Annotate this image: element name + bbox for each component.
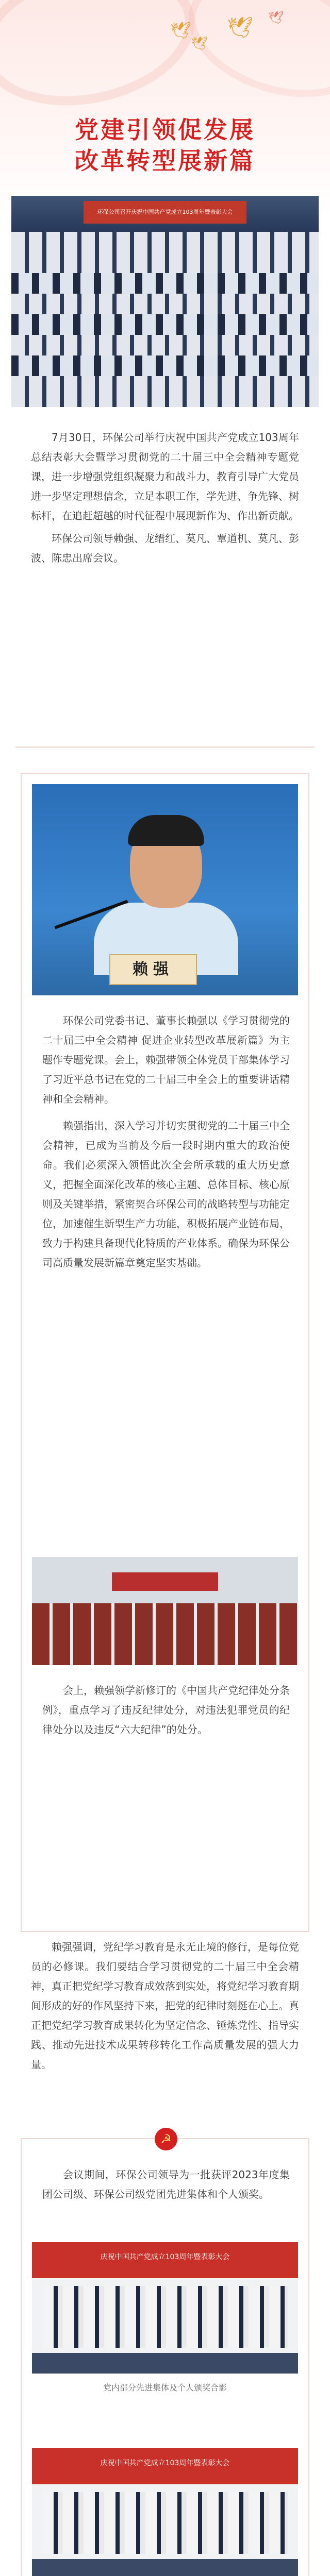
speaker-hair bbox=[128, 815, 204, 846]
awards-panel bbox=[21, 2132, 309, 2576]
meeting-banner bbox=[112, 1572, 218, 1591]
awards-text bbox=[42, 2165, 290, 2204]
body-paragraph: 赖强强调，党纪学习教育是永无止境的修行，是每位党员的必修课。我们要结合学习贯彻党的二十届三中全会精神，真正把党纪学习教育成效落到实处，将党纪学习教育期间形成的好的作风坚持下来，把党的纪律时刻挺在心上。真正把党纪学习教育成果转化为坚定信念、锤炼党性、指导实践、推动先进技术成果转移转化工作高质量发展的强大力量。 bbox=[31, 1941, 299, 2071]
photo-backdrop bbox=[32, 2448, 298, 2484]
dove-icon: 🕊 bbox=[170, 21, 191, 40]
title-line-2: 改革转型展新篇 bbox=[75, 147, 255, 175]
dove-icon: 🕊 bbox=[268, 10, 284, 25]
awards-paragraph: 会议期间，环保公司领导为一批获评2023年度集团公司级、环保公司级党团先进集体和个人颁奖。 bbox=[42, 2168, 290, 2200]
audience-row bbox=[11, 273, 319, 294]
nameplate: 赖强 bbox=[109, 954, 197, 985]
body-paragraph: 环保公司党委书记、董事长赖强以《学习贯彻党的二十届三中全会精神 促进企业转型改革展新篇》为主题作专题党课。会上，赖强带领全体党员干部集体学习了习近平总书记在党的二十届三中全会上的重要讲话精神和全会精神。 bbox=[42, 1014, 290, 1105]
photo-caption: 党内部分先进集体及个人颁奖合影 bbox=[103, 2383, 227, 2393]
photo-banner-text: 庆祝中国共产党成立103周年暨表彰大会 bbox=[100, 2459, 230, 2467]
audience-row bbox=[11, 355, 319, 376]
party-emblem-icon: ☭ bbox=[155, 2128, 177, 2150]
intro-section bbox=[31, 428, 299, 568]
award-photo-party bbox=[32, 2242, 298, 2374]
award-recipients bbox=[42, 2492, 288, 2554]
speech-text bbox=[42, 1011, 290, 1273]
section-divider bbox=[0, 742, 330, 752]
speech-panel bbox=[21, 773, 309, 1932]
photo-floor bbox=[32, 2559, 298, 2576]
discipline-text bbox=[42, 1681, 290, 1739]
dove-icon: 🕊 bbox=[191, 36, 208, 52]
stage-screen bbox=[84, 201, 246, 224]
hero-photo bbox=[11, 196, 319, 407]
meeting-photo bbox=[32, 1557, 298, 1665]
decor-swirl bbox=[0, 0, 207, 124]
photo-banner-text: 庆祝中国共产党成立103周年暨表彰大会 bbox=[100, 2253, 230, 2261]
stage bbox=[11, 196, 319, 232]
body-paragraph: 赖强指出，深入学习并切实贯彻党的二十届三中全会精神，已成为当前及今后一段时期内重大的政治使命。我们必须深入领悟此次全会所承载的重大历史意义，把握全面深化改革的核心主题、总体目标、核心原则及关键举措，紧密契合环保公司的战略转型与功能定位，加速催生新型生产力功能，积极拓展产业链布局，致力于构建具备现代化特质的产业体系。确保为环保公司高质量发展新篇章奠定坚实基础。 bbox=[42, 1120, 290, 1269]
screen-text: 环保公司召开庆祝中国共产党成立103周年暨表彰大会 bbox=[97, 209, 233, 215]
speaker-photo bbox=[32, 784, 298, 995]
star-divider bbox=[22, 2131, 330, 2146]
discipline-emphasis-section bbox=[31, 1937, 299, 2074]
photo-backdrop bbox=[32, 2242, 298, 2278]
title-line-1: 党建引领促发展 bbox=[75, 116, 255, 144]
body-paragraph: 会上，赖强领学新修订的《中国共产党纪律处分条例》，重点学习了违反纪律处分，对违法犯罪党员的纪律处分以及违反“六大纪律”的处分。 bbox=[42, 1684, 290, 1736]
intro-paragraph: 7月30日，环保公司举行庆祝中国共产党成立103周年总结表彰大会暨学习贯彻党的二十届三中全会精神专题党课，进一步增强党组织凝聚力和战斗力，教育引导广大党员进一步坚定理想信念，立足本职工作，学先进、争先锋、树标杆，在追赶超越的时代征程中展现新作为、作出新贡献。 bbox=[31, 431, 299, 522]
audience-row bbox=[11, 314, 319, 335]
meeting-seats bbox=[32, 1603, 298, 1665]
header-banner bbox=[0, 0, 330, 216]
photo-floor bbox=[32, 2353, 298, 2374]
dove-icon: 🕊 bbox=[227, 16, 253, 40]
attendees-paragraph: 环保公司领导赖强、龙缙红、莫凡、覃道机、莫凡、彭波、陈忠出席会议。 bbox=[31, 532, 299, 564]
award-recipients bbox=[42, 2286, 288, 2348]
page-title bbox=[0, 114, 330, 176]
award-photo-league bbox=[32, 2448, 298, 2576]
